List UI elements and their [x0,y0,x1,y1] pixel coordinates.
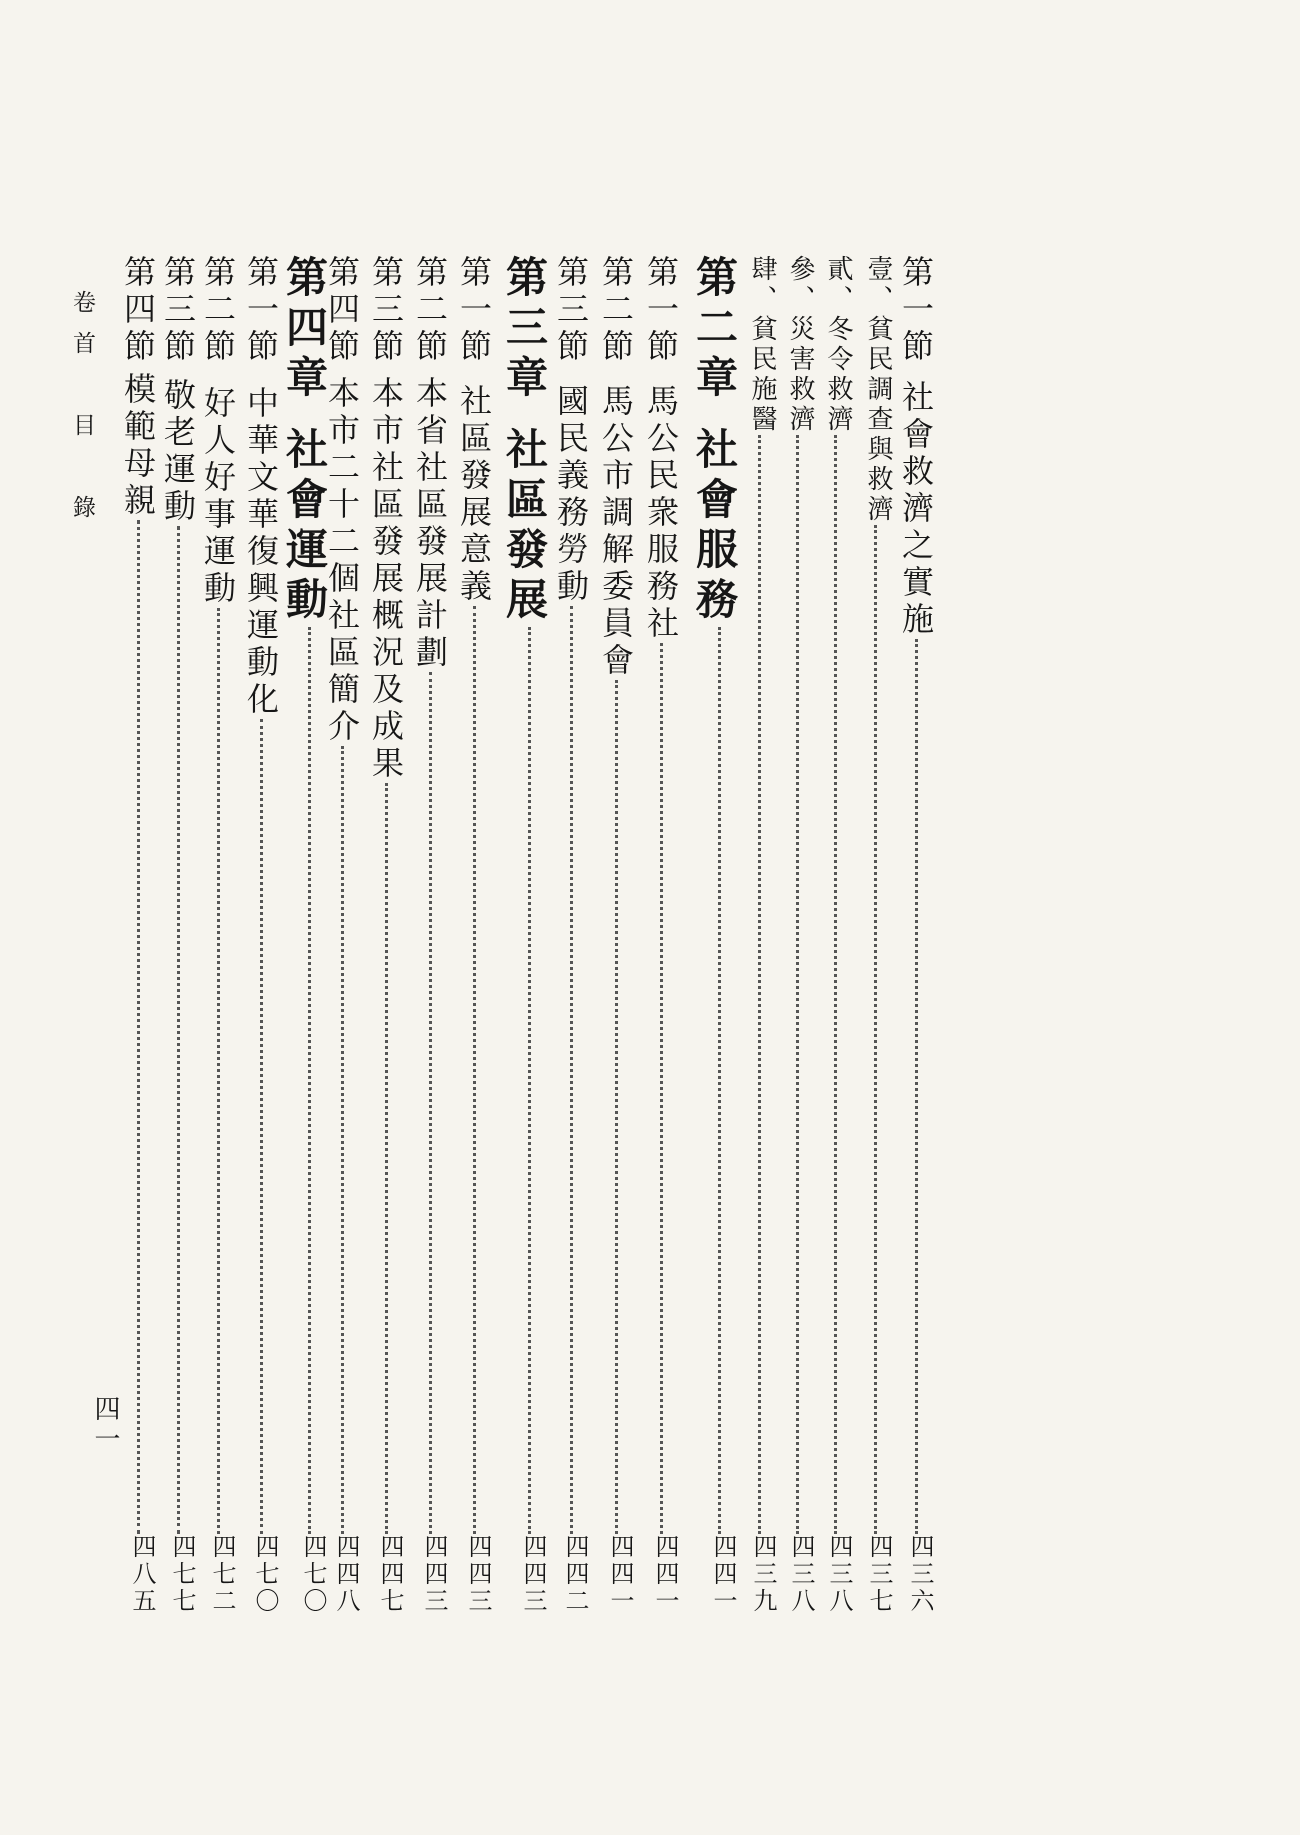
leader-dots [217,608,220,1534]
entry-title: 社會救濟之實施 [897,380,935,639]
entry-label: 第一節 [642,255,680,366]
entry-label: 第三節 [367,255,405,366]
toc-entry-subitem[interactable] [820,255,851,1615]
page-number: 四四三 [464,1534,492,1615]
entry-title: 社會運動 [280,427,329,627]
leader-dots [660,643,663,1534]
running-head: 卷首 目 錄 [69,290,95,536]
entry-label: 肆、 [747,255,777,315]
toc-entry-chapter[interactable] [280,255,329,1615]
page-number: 四四一 [606,1534,634,1615]
leader-dots [137,520,140,1534]
toc-entry-section[interactable] [552,255,590,1615]
page-number: 四三七 [865,1534,893,1615]
page-number: 四三六 [906,1534,934,1615]
toc-entry-subitem[interactable] [860,255,891,1615]
leader-dots [429,672,432,1534]
entry-title: 貧民調查與救濟 [863,315,893,525]
toc-entry-section[interactable] [323,255,361,1615]
leader-dots [758,435,761,1534]
leader-dots [385,783,388,1534]
entry-title: 災害救濟 [785,315,815,435]
entry-label: 第一節 [897,255,935,366]
entry-label: 第四節 [119,255,157,366]
toc-entry-section[interactable] [242,255,280,1615]
entry-label: 第四節 [323,255,361,366]
page-folio: 四一 [90,1395,120,1455]
entry-title: 本市社區發展概況及成果 [367,376,405,783]
entry-title: 中華文華復興運動化 [242,386,280,719]
page-number: 四七七 [168,1534,196,1615]
page-number: 四七二 [208,1534,236,1615]
entry-label: 貳、 [823,255,853,315]
toc-entry-subitem[interactable] [782,255,813,1615]
entry-title: 馬公民衆服務社 [642,384,680,643]
page-number: 四四三 [420,1534,448,1615]
page-number: 四四八 [332,1534,360,1615]
entry-label: 第一節 [455,255,493,366]
leader-dots [718,627,721,1534]
page-number: 四三八 [787,1534,815,1615]
entry-title: 冬令救濟 [823,315,853,435]
toc-entry-section[interactable] [367,255,405,1615]
leader-dots [308,627,311,1534]
toc-entry-section[interactable] [159,255,197,1615]
toc-entry-chapter[interactable] [500,255,549,1615]
entry-label: 第三章 [500,255,549,405]
page-number: 四七〇 [251,1534,279,1615]
page-number: 四三九 [749,1534,777,1615]
entry-title: 本省社區發展計劃 [411,376,449,672]
toc-entry-section[interactable] [897,255,935,1615]
entry-label: 第一節 [242,255,280,366]
toc-entry-section[interactable] [411,255,449,1615]
entry-label: 第二節 [597,255,635,366]
page-number: 四四二 [561,1534,589,1615]
entry-title: 敬老運動 [159,378,197,526]
leader-dots [874,525,877,1534]
leader-dots [260,719,263,1534]
page-number: 四四一 [651,1534,679,1615]
leader-dots [796,435,799,1534]
leader-dots [473,606,476,1534]
entry-label: 壹、 [863,255,893,315]
toc-entry-subitem[interactable] [744,255,775,1615]
toc-entry-section[interactable] [199,255,237,1615]
entry-label: 第二章 [690,255,739,405]
leader-dots [570,606,573,1534]
page-number: 四四七 [376,1534,404,1615]
entry-title: 本市二十二個社區簡介 [323,376,361,746]
leader-dots [834,435,837,1534]
page-number: 四七〇 [299,1534,327,1615]
page-number: 四四一 [709,1534,737,1615]
page-number: 四四三 [519,1534,547,1615]
entry-title: 社區發展 [500,427,549,627]
leader-dots [915,639,918,1534]
entry-label: 第四章 [280,255,329,405]
toc-entry-section[interactable] [455,255,493,1615]
toc-entry-section[interactable] [597,255,635,1615]
entry-title: 社會服務 [690,427,739,627]
entry-title: 貧民施醫 [747,315,777,435]
leader-dots [615,680,618,1534]
entry-label: 第二節 [411,255,449,366]
entry-title: 社區發展意義 [455,384,493,606]
entry-label: 第三節 [159,255,197,366]
entry-title: 國民義務勞動 [552,384,590,606]
leader-dots [177,526,180,1534]
page-number: 四八五 [128,1534,156,1615]
toc-entry-section[interactable] [642,255,680,1615]
entry-label: 參、 [785,255,815,315]
toc-entry-chapter[interactable] [690,255,739,1615]
entry-title: 模範母親 [119,372,157,520]
leader-dots [341,746,344,1534]
entry-title: 好人好事運動 [199,386,237,608]
entry-label: 第二節 [199,255,237,366]
toc-entry-section[interactable] [119,255,157,1615]
page-number: 四三八 [825,1534,853,1615]
entry-label: 第三節 [552,255,590,366]
entry-title: 馬公市調解委員會 [597,384,635,680]
leader-dots [528,627,531,1534]
